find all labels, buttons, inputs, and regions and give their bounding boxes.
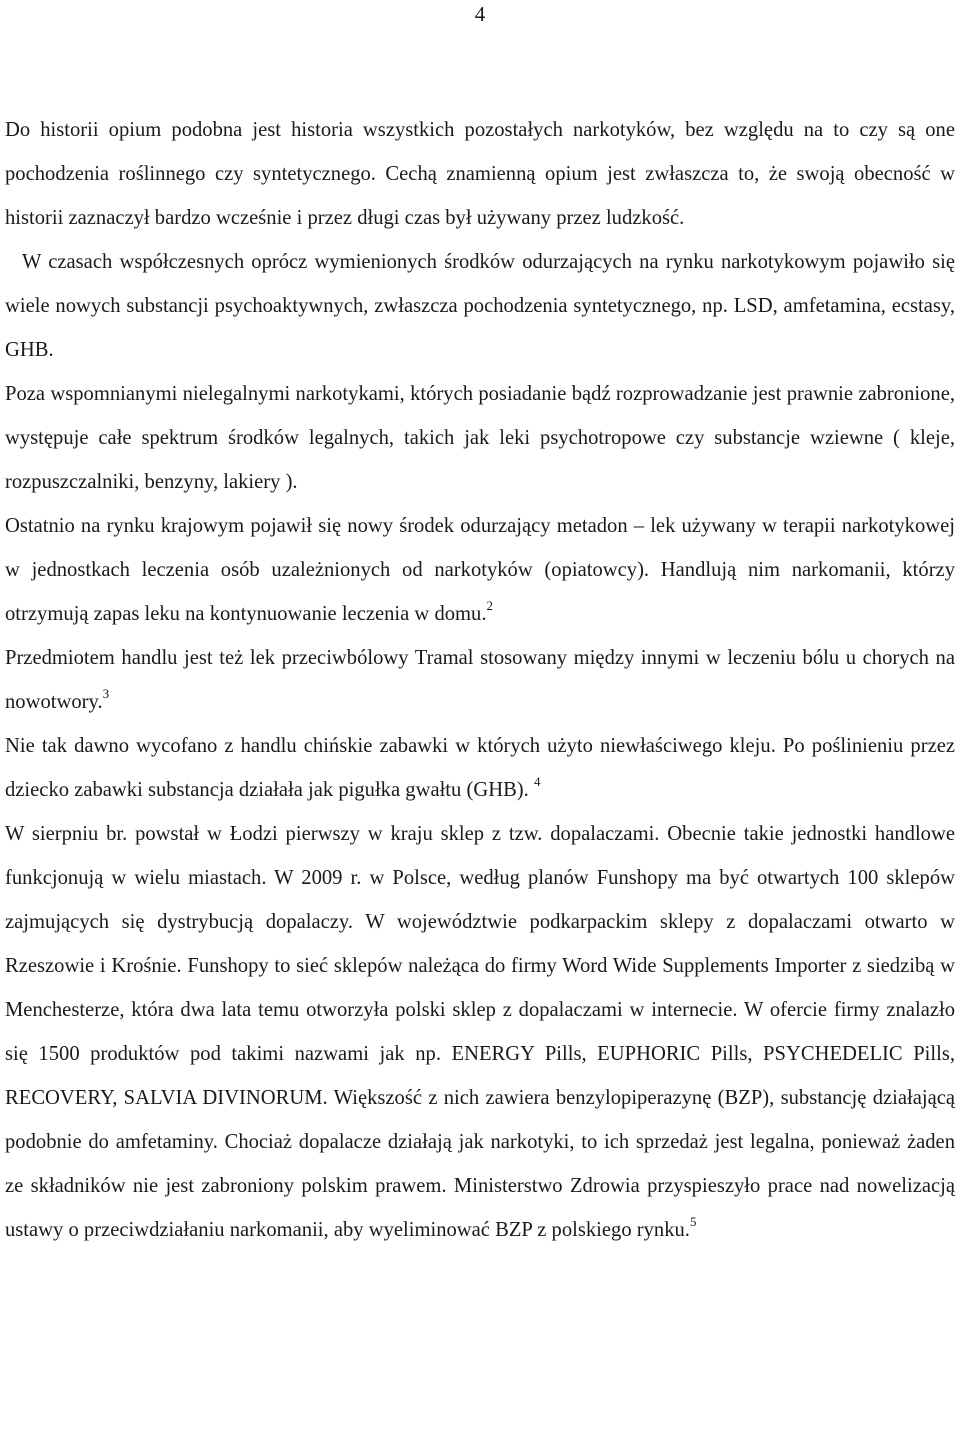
- paragraph-methadone: [5, 504, 955, 636]
- paragraph-text: Do historii opium podobna jest historia wszystkich pozostałych narkotyków, bez względu na to czy są one pochodzenia roślinnego czy syntetycznego. Cechą znamienną opium jest zwłaszcza to, że swoją obecność w historii zaznaczył bardzo wcześnie i przez długi czas był używany przez ludzkość.: [5, 119, 955, 229]
- document-body: [5, 108, 955, 1252]
- paragraph-modern-substances: [5, 240, 955, 372]
- footnote-reference[interactable]: 2: [486, 598, 493, 613]
- footnote-reference[interactable]: 5: [689, 1214, 697, 1229]
- footnote-reference[interactable]: 4: [533, 774, 541, 789]
- paragraph-text: Ostatnio na rynku krajowym pojawił się nowy środek odurzający metadon – lek używany w terapii narkotykowej w jednostkach leczenia osób uzależnionych od narkotyków (opiatowcy). Handlują nim narkomanii, którzy otrzymują zapas leku na kontynuowanie leczenia w domu.: [5, 515, 955, 625]
- paragraph-text: Nie tak dawno wycofano z handlu chińskie zabawki w których użyto niewłaściwego kleju. Po poślinieniu przez dziecko zabawki substancja działała jak pigułka gwałtu (GHB).: [5, 735, 955, 801]
- footnote-reference[interactable]: 3: [102, 686, 110, 701]
- paragraph-text: W czasach współczesnych oprócz wymienionych środków odurzających na rynku narkotykowym pojawiło się wiele nowych substancji psychoaktywnych, zwłaszcza pochodzenia syntetycznego, np. LSD, amfetamina, ecstasy, GHB.: [5, 251, 955, 361]
- page-number: 4: [474, 2, 486, 26]
- paragraph-toys: [5, 724, 955, 812]
- paragraph-tramal: [5, 636, 955, 724]
- paragraph-dopalacze: [5, 812, 955, 1252]
- paragraph-text: W sierpniu br. powstał w Łodzi pierwszy w kraju sklep z tzw. dopalaczami. Obecnie takie jednostki handlowe funkcjonują w wielu miastach. W 2009 r. w Polsce, według planów Funshopy ma być otwartych 100 sklepów zajmujących się dystrybucją dopalaczy. W województwie podkarpackim sklepy z dopalaczami otwarto w Rzeszowie i Krośnie. Funshopy to sieć sklepów należąca do firmy Word Wide Supplements Importer z siedzibą w Menchesterze, która dwa lata temu otworzyła polski sklep z dopalaczami w internecie. W ofercie firmy znalazło się 1500 produktów pod takimi nazwami jak np. ENERGY Pills, EUPHORIC Pills, PSYCHEDELIC Pills, RECOVERY, SALVIA DIVINORUM. Większość z nich zawiera benzylopiperazynę (BZP), substancję działającą podobnie do amfetaminy. Chociaż dopalacze działają jak narkotyki, to ich sprzedaż jest legalna, ponieważ żaden ze składników nie jest zabroniony polskim prawem. Ministerstwo Zdrowia przyspieszyło prace nad nowelizacją ustawy o przeciwdziałaniu narkomanii, aby wyeliminować BZP z polskiego rynku.: [5, 823, 955, 1241]
- paragraph-text: Poza wspomnianymi nielegalnymi narkotykami, których posiadanie bądź rozprowadzanie jest prawnie zabronione, występuje całe spektrum środków legalnych, takich jak leki psychotropowe czy substancje wziewne ( kleje, rozpuszczalniki, benzyny, lakiery ).: [5, 383, 955, 493]
- paragraph-text: Przedmiotem handlu jest też lek przeciwbólowy Tramal stosowany między innymi w leczeniu bólu u chorych na nowotwory.: [5, 647, 955, 713]
- paragraph-opium-history: [5, 108, 955, 240]
- paragraph-legal-substances: [5, 372, 955, 504]
